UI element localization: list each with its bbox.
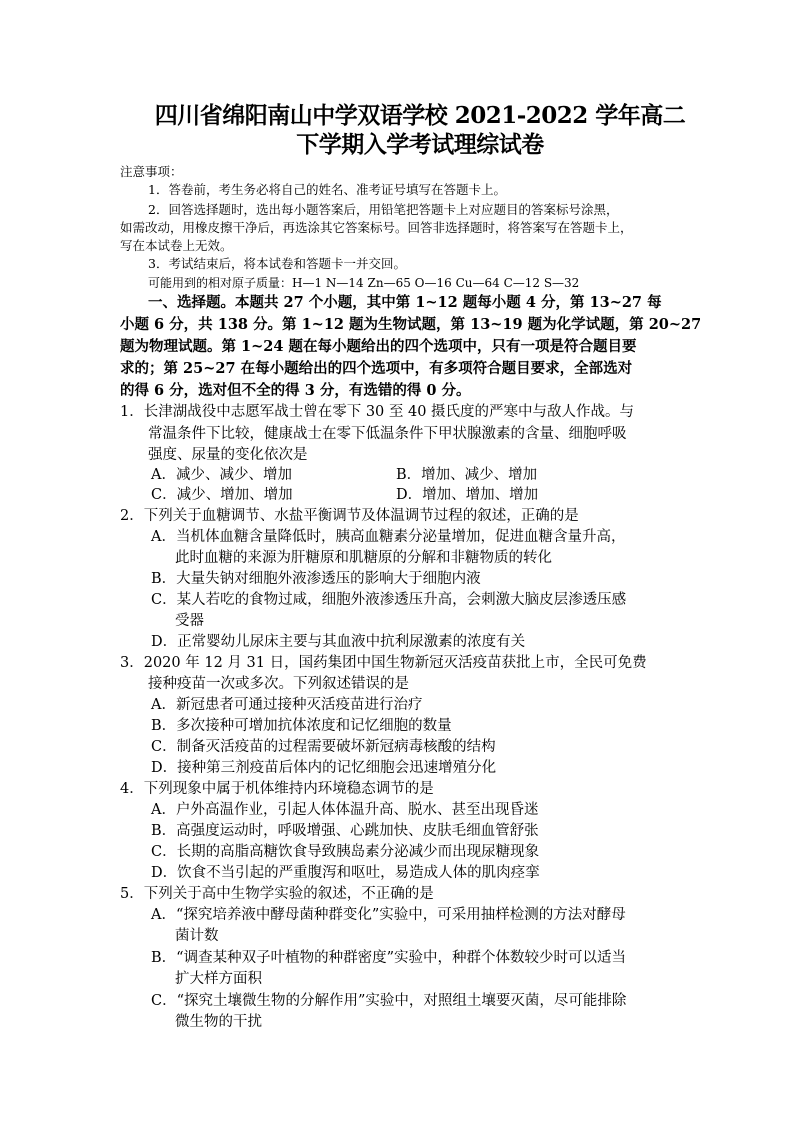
atomic-masses: 可能用到的相对原子质量：H—1 N—14 Zn—65 O—16 Cu—64 C—12 S—32 — [148, 276, 580, 290]
q4-option-b: B．高强度运动时，呼吸增强、心跳加快、皮肤毛细血管舒张 — [151, 823, 539, 839]
q4-option-a: A．户外高温作业，引起人体体温升高、脱水、甚至出现昏迷 — [151, 802, 539, 818]
q2-option-c: C．某人若吃的食物过咸，细胞外液渗透压升高，会刺激大脑皮层渗透压感 — [151, 592, 627, 608]
q2-stem: 2．下列关于血糖调节、水盐平衡调节及体温调节过程的叙述，正确的是 — [120, 508, 579, 524]
q3-stem-cont: 接种疫苗一次或多次。下列叙述错误的是 — [148, 676, 409, 692]
q2-option-c-cont: 受器 — [175, 613, 204, 629]
notice-item-2: 2．回答选择题时，选出每小题答案后，用铅笔把答题卡上对应题目的答案标号涂黑， — [148, 202, 619, 217]
notice-heading: 注意事项： — [120, 164, 183, 179]
q5-stem: 5．下列关于高中生物学实验的叙述，不正确的是 — [120, 886, 434, 902]
notice-item-2-cont-2: 写在本试卷上无效。 — [120, 238, 233, 253]
q4-option-c: C．长期的高脂高糖饮食导致胰岛素分泌减少而出现尿糖现象 — [151, 844, 540, 860]
q4-option-d: D．饮食不当引起的严重腹泻和呕吐，易造成人体的肌肉痉挛 — [151, 865, 540, 881]
q5-option-b-cont: 扩大样方面积 — [175, 971, 262, 987]
notice-item-3: 3．考试结束后，将本试卷和答题卡一并交回。 — [148, 256, 406, 271]
section-instructions-3: 题为物理试题。第 1~24 题在每小题给出的四个选项中，只有一项是符合题目要 — [120, 338, 637, 355]
q5-option-a-cont: 菌计数 — [175, 928, 219, 944]
q1-option-d: D．增加、增加、增加 — [396, 487, 539, 503]
q5-option-c: C．“探究土壤微生物的分解作用”实验中，对照组土壤要灭菌，尽可能排除 — [151, 993, 627, 1009]
page-title-line2: 下学期入学考试理综试卷 — [296, 131, 544, 158]
q2-option-b: B．大量失钠对细胞外液渗透压的影响大于细胞内液 — [151, 571, 481, 587]
section-instructions-1: 一、选择题。本题共 27 个小题，其中第 1~12 题每小题 4 分，第 13~27 每 — [148, 294, 662, 311]
q1-option-a: A．减少、减少、增加 — [151, 467, 292, 483]
q3-stem: 3．2020 年 12 月 31 日，国药集团中国生物新冠灭活疫苗获批上市，全民可免费 — [120, 655, 647, 671]
q1-option-c: C．减少、增加、增加 — [151, 487, 293, 503]
section-instructions-5: 的得 6 分，选对但不全的得 3 分，有选错的得 0 分。 — [120, 382, 471, 399]
q3-option-d: D．接种第三剂疫苗后体内的记忆细胞会迅速增殖分化 — [151, 760, 497, 776]
q2-option-a-cont: 此时血糖的来源为肝糖原和肌糖原的分解和非糖物质的转化 — [175, 550, 552, 566]
q5-option-b: B．“调查某种双子叶植物的种群密度”实验中，种群个体数较少时可以适当 — [151, 950, 626, 966]
q1-option-b: B．增加、减少、增加 — [396, 467, 538, 483]
section-instructions-2: 小题 6 分，共 138 分。第 1~12 题为生物试题，第 13~19 题为化学试题，第 20~27 — [120, 316, 702, 333]
q2-option-a: A．当机体血糖含量降低时，胰高血糖素分泌量增加，促进血糖含量升高， — [151, 529, 626, 545]
q3-option-a: A．新冠患者可通过接种灭活疫苗进行治疗 — [151, 697, 423, 713]
q3-option-b: B．多次接种可增加抗体浓度和记忆细胞的数量 — [151, 718, 452, 734]
q2-option-d: D．正常婴幼儿尿床主要与其血液中抗利尿激素的浓度有关 — [151, 634, 526, 650]
q1-stem: 1．长津湖战役中志愿军战士曾在零下 30 至 40 摄氏度的严寒中与敌人作战。与 — [120, 404, 635, 420]
notice-item-2-cont-1: 如需改动，用橡皮擦干净后，再选涂其它答案标号。回答非选择题时，将答案写在答题卡上， — [120, 220, 633, 235]
q3-option-c: C．制备灭活疫苗的过程需要破坏新冠病毒核酸的结构 — [151, 739, 496, 755]
q5-option-a: A．“探究培养液中酵母菌种群变化”实验中，可采用抽样检测的方法对酵母 — [151, 907, 626, 923]
q1-stem-cont-1: 常温条件下比较，健康战士在零下低温条件下甲状腺激素的含量、细胞呼吸 — [148, 426, 627, 442]
notice-item-1: 1．答卷前，考生务必将自己的姓名、准考证号填写在答题卡上。 — [148, 182, 506, 197]
q4-stem: 4．下列现象中属于机体维持内环境稳态调节的是 — [120, 781, 434, 797]
q5-option-c-cont: 微生物的干扰 — [175, 1014, 262, 1030]
section-instructions-4: 求的；第 25~27 在每小题给出的四个选项中，有多项符合题目要求，全部选对 — [120, 360, 633, 377]
q1-stem-cont-2: 强度、尿量的变化依次是 — [148, 447, 308, 463]
page-title-line1: 四川省绵阳南山中学双语学校 2021-2022 学年高二 — [154, 102, 686, 129]
